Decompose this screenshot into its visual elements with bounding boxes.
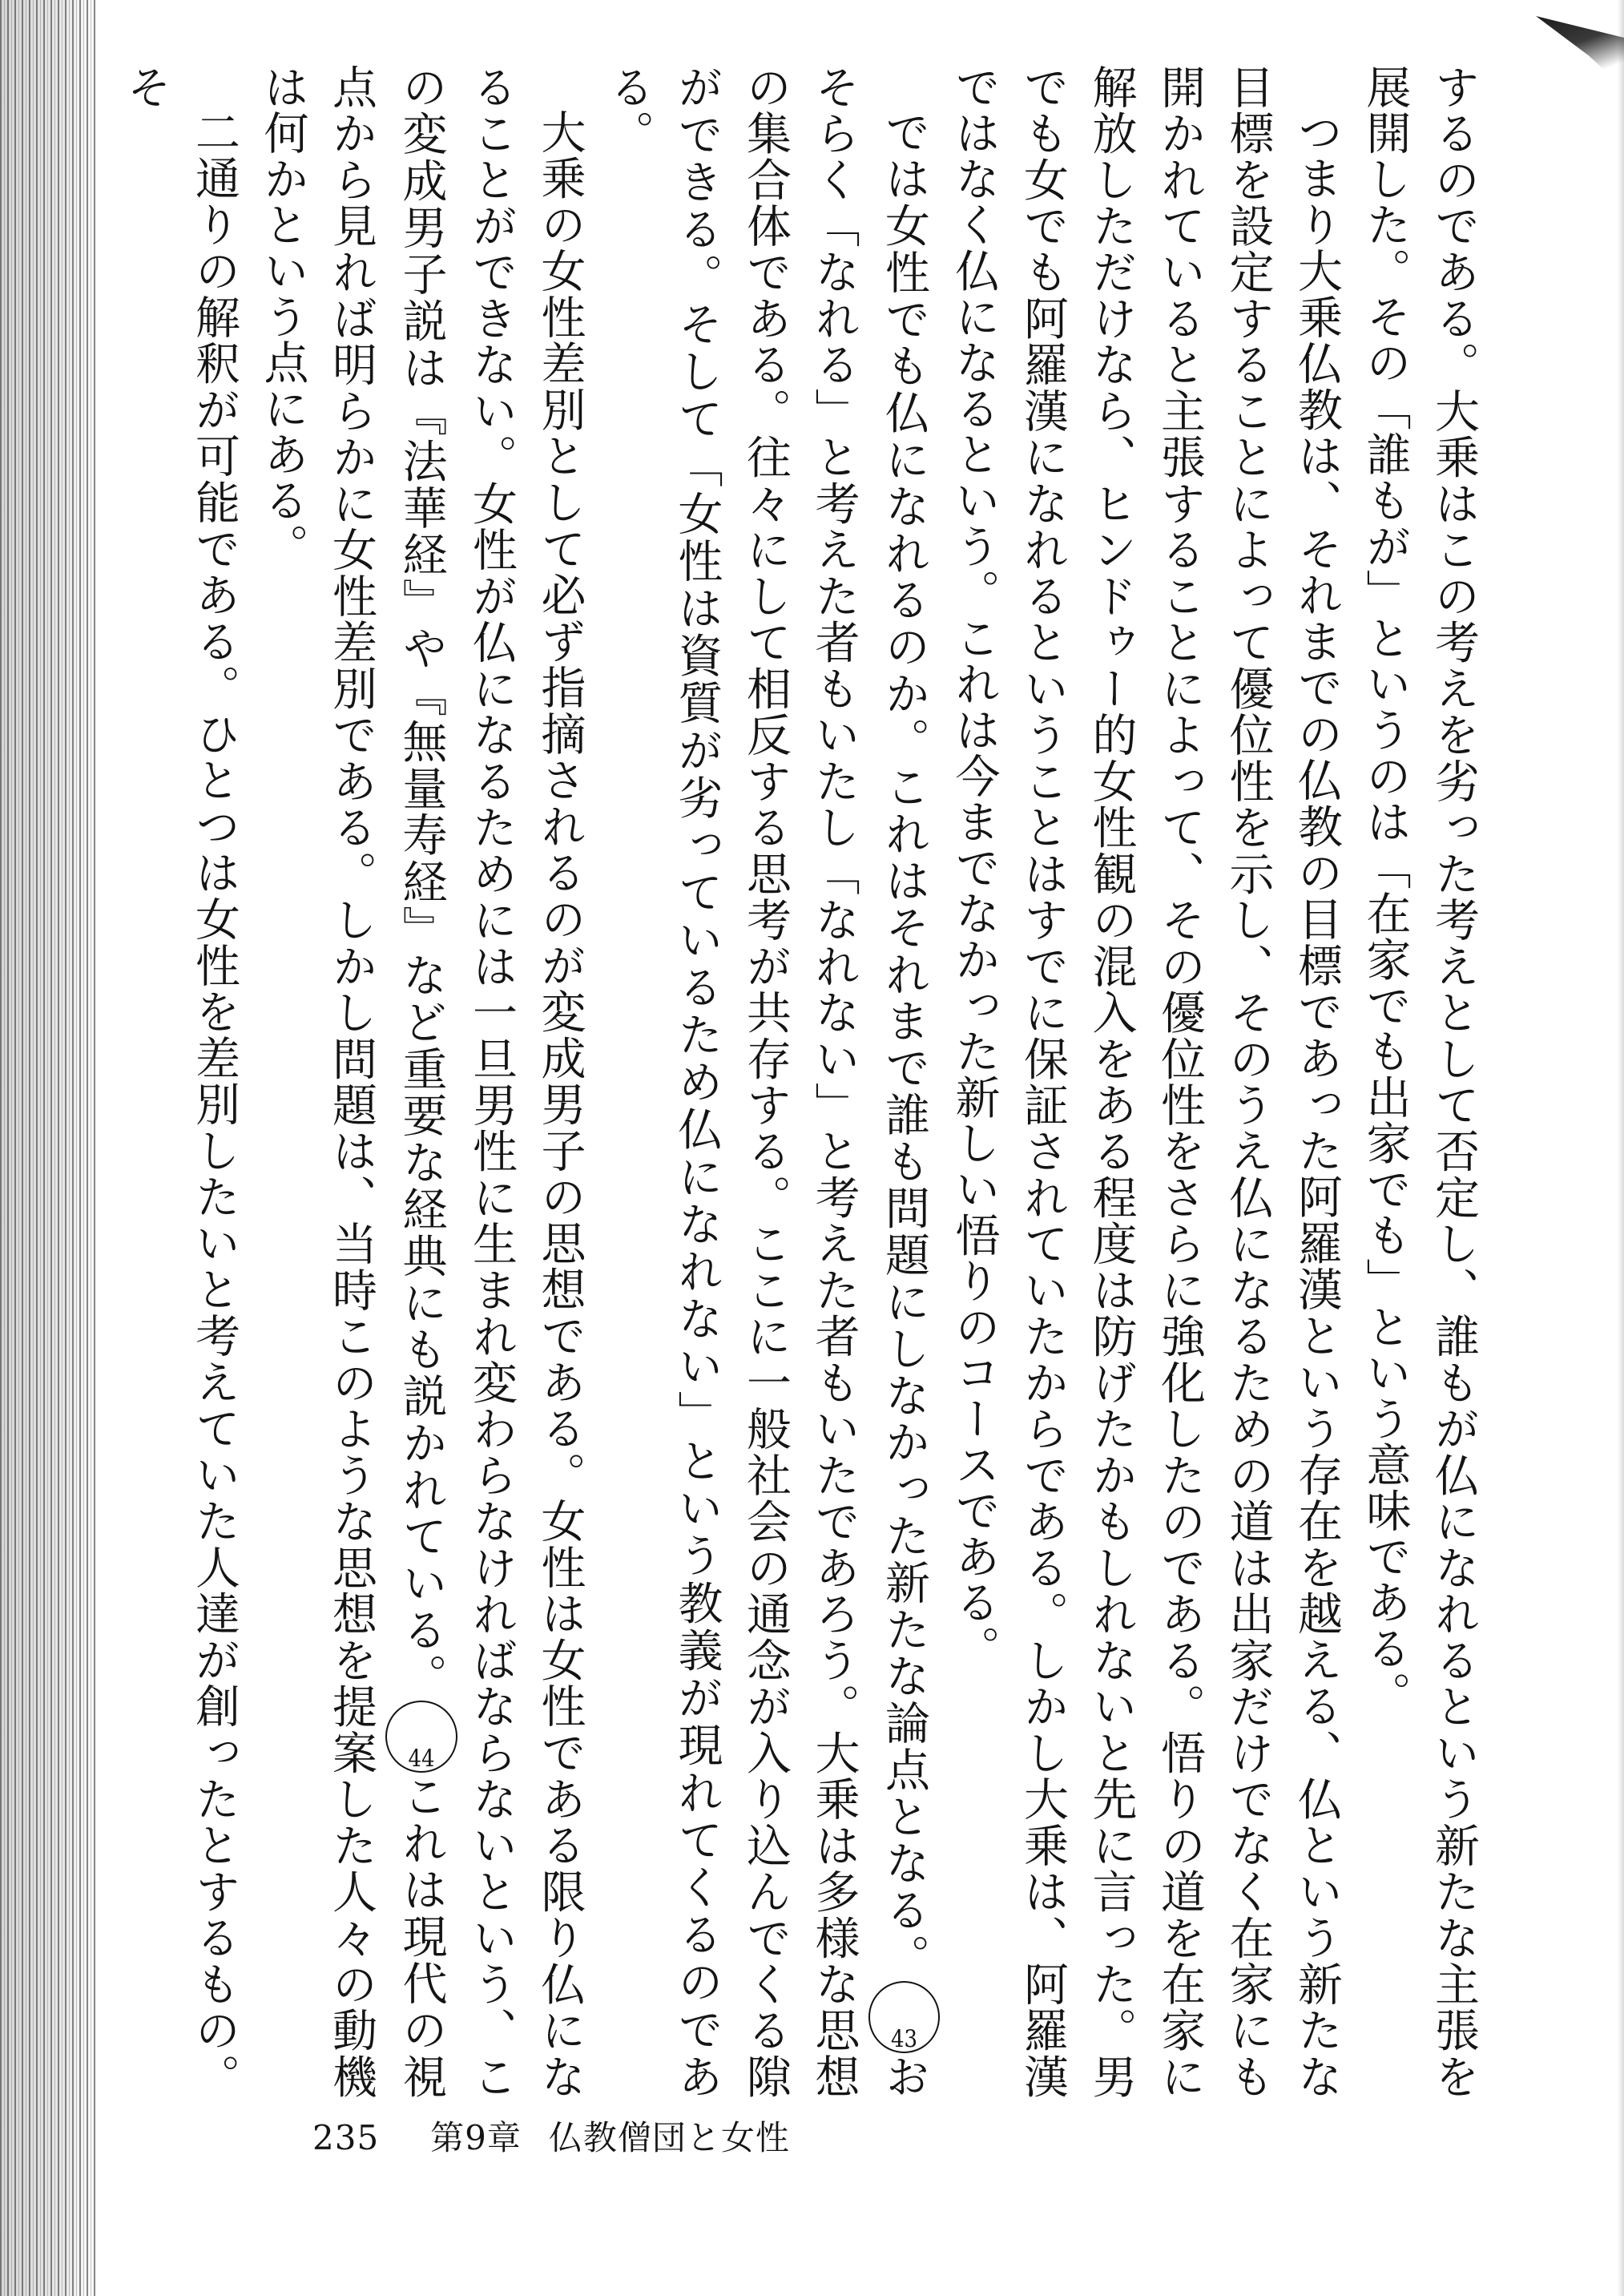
paragraph (940, 64, 1351, 2100)
paragraph (594, 64, 941, 2100)
paragraph (111, 64, 248, 2100)
footnote-marker: 43 (868, 1981, 941, 2053)
paragraph-text: おそらく「なれる」と考えた者もいたし「なれない」と考えた者もいたであろう。大乗は多様な思想の集合体である。往々にして相反する思考が共存する。ここに一般社会の通念が入り込んでくる隙ができる。そして「女性は資質が劣っているため仏になれない」という教義が現れてくるのである。 (602, 64, 930, 2100)
paragraph-text: これは現代の視点から見れば明らかに女性差別である。しかし問題は、当時このような思想を提案した人々の動機は何かという点にある。 (256, 64, 448, 2100)
paragraph-text: するのである。大乗はこの考えを劣った考えとして否定し、誰もが仏になれるという新たな主張を展開した。その「誰もが」というのは「在家でも出家でも」という意味である。 (1359, 64, 1480, 2100)
paragraph-text: 大乗の女性差別として必ず指摘されるのが変成男子の思想である。女性は女性である限り仏になることができない。女性が仏になるためには一旦男性に生まれ変わらなければならないという、この変成男子説は『法華経』や『無量寿経』など重要な経典にも説かれている。 (395, 64, 586, 2100)
footnote-marker: 44 (385, 1701, 457, 1773)
paragraph-text: 二通りの解釈が可能である。ひとつは女性を差別したいと考えていた人達が創ったとするもの。そ (119, 64, 240, 2100)
paragraph-text: つまり大乗仏教は、それまでの仏教の目標であった阿羅漢という存在を越える、仏という新たな目標を設定することによって優位性を示し、そのうえ仏になるための道は出家だけでなく在家にも開かれていると主張することによって、その優位性をさらに強化したのである。悟りの道を在家に解放しただけなら、ヒンドゥー的女性観の混入をある程度は防げたかもしれないと先に言った。男でも女でも阿羅漢になれるということはすでに保証されていたからである。しかし大乗は、阿羅漢ではなく仏になるという。これは今までなかった新しい悟りのコースである。 (948, 64, 1343, 2100)
chapter-label: 第9章 (430, 2118, 522, 2157)
chapter-title: 仏教僧団と女性 (548, 2118, 790, 2157)
scan-edge-shadow (1618, 0, 1624, 2296)
paragraph (1351, 64, 1488, 2100)
vertical-body-text (110, 64, 1488, 2100)
paragraph (248, 64, 594, 2100)
page-footer (312, 2112, 790, 2160)
page-number: 235 (312, 2118, 380, 2157)
scan-corner-shadow (1536, 16, 1624, 88)
paragraph-text: では女性でも仏になれるのか。これはそれまで誰も問題にしなかった新たな論点となる。 (878, 109, 930, 1981)
scan-gutter-shadow (0, 0, 96, 2296)
